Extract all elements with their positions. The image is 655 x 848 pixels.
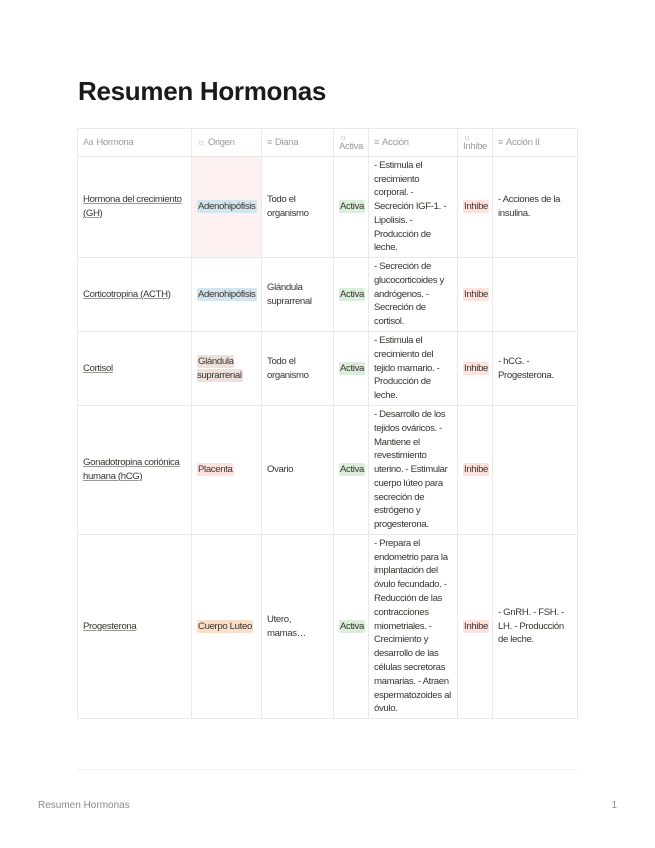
inhibe-cell[interactable] xyxy=(458,258,493,332)
select-type-icon: ☼ xyxy=(463,132,471,142)
column-header-hormona[interactable]: Aa Hormona xyxy=(78,129,192,157)
accion-ii-cell[interactable] xyxy=(493,406,578,535)
accion-cell[interactable]: - Prepara el endometrio para la implantación del óvulo fecundado. - Reducción de las contracciones miometriales. - Crecimiento y desarrollo de las células secretoras mamarias. - Atraen espermatozoides al óvulo. xyxy=(369,535,458,719)
activa-cell[interactable] xyxy=(334,258,369,332)
diana-cell[interactable]: Glándula suprarrenal xyxy=(262,258,334,332)
activa-tag: Activa xyxy=(340,201,365,213)
select-type-icon: ☼ xyxy=(339,132,347,142)
column-header-diana[interactable]: ≡ Diana xyxy=(262,129,334,157)
diana-cell[interactable]: Todo el organismo xyxy=(262,332,334,406)
table-row xyxy=(78,332,578,406)
accion-cell[interactable]: - Estimula el crecimiento corporal. - Secreción IGF-1. - Lipolisis. - Producción de leche. xyxy=(369,157,458,258)
inhibe-tag: Inhibe xyxy=(464,201,489,213)
footer-title: Resumen Hormonas xyxy=(38,800,130,811)
inhibe-cell[interactable] xyxy=(458,332,493,406)
hormona-link[interactable]: Cortisol xyxy=(83,362,113,374)
origen-tag: Glándula suprarrenal xyxy=(197,355,242,381)
select-type-icon: ☼ xyxy=(197,137,205,147)
table-row xyxy=(78,406,578,535)
table-row xyxy=(78,157,578,258)
accion-ii-cell[interactable]: - GnRH. - FSH. - LH. - Producción de leche. xyxy=(493,535,578,719)
accion-ii-cell[interactable]: - Acciones de la insulina. xyxy=(493,157,578,258)
hormones-table xyxy=(77,128,578,719)
page-title: Resumen Hormonas xyxy=(78,76,327,106)
origen-tag: Cuerpo Luteo xyxy=(198,620,252,632)
activa-cell[interactable] xyxy=(334,535,369,719)
column-header-accion-ii[interactable]: ≡ Acción II xyxy=(493,129,578,157)
hormona-link[interactable]: Corticotropina (ACTH) xyxy=(83,288,171,300)
hormona-cell[interactable] xyxy=(78,332,192,406)
inhibe-tag: Inhibe xyxy=(464,288,489,300)
diana-cell[interactable]: Todo el organismo xyxy=(262,157,334,258)
accion-ii-cell[interactable]: - hCG. - Progesterona. xyxy=(493,332,578,406)
inhibe-tag: Inhibe xyxy=(464,464,489,476)
accion-cell[interactable]: - Desarrollo de los tejidos ováricos. - Mantiene el revestimiento uterino. - Estimular cuerpo lúteo para secreción de estrógeno y progesterona. xyxy=(369,406,458,535)
origen-cell[interactable] xyxy=(192,535,262,719)
diana-cell[interactable]: Ovario xyxy=(262,406,334,535)
activa-tag: Activa xyxy=(340,620,365,632)
origen-tag: Placenta xyxy=(198,464,233,476)
accion-cell[interactable]: - Secreción de glucocorticoides y andrógenos. - Secreción de cortisol. xyxy=(369,258,458,332)
inhibe-tag: Inhibe xyxy=(464,620,489,632)
text-lines-icon: ≡ xyxy=(374,137,379,147)
hormona-cell[interactable] xyxy=(78,535,192,719)
table-row xyxy=(78,258,578,332)
inhibe-cell[interactable] xyxy=(458,535,493,719)
page-number: 1 xyxy=(611,800,617,811)
activa-tag: Activa xyxy=(340,362,365,374)
page-divider xyxy=(77,769,577,770)
activa-tag: Activa xyxy=(340,288,365,300)
column-header-origen[interactable]: ☼ Origen xyxy=(192,129,262,157)
inhibe-cell[interactable] xyxy=(458,157,493,258)
hormona-link[interactable]: Hormona del crecimiento (GH) xyxy=(83,194,182,219)
activa-cell[interactable] xyxy=(334,406,369,535)
accion-ii-cell[interactable] xyxy=(493,258,578,332)
text-lines-icon: ≡ xyxy=(267,137,272,147)
origen-cell[interactable] xyxy=(192,258,262,332)
table-row xyxy=(78,535,578,719)
hormona-cell[interactable] xyxy=(78,406,192,535)
text-type-icon: Aa xyxy=(83,137,94,147)
inhibe-tag: Inhibe xyxy=(464,362,489,374)
activa-cell[interactable] xyxy=(334,332,369,406)
accion-cell[interactable]: - Estimula el crecimiento del tejido mamario. - Producción de leche. xyxy=(369,332,458,406)
hormona-cell[interactable] xyxy=(78,258,192,332)
column-header-activa[interactable]: ☼ Activa xyxy=(334,129,369,157)
origen-cell[interactable] xyxy=(192,406,262,535)
hormona-link[interactable]: Gonadotropina coriónica humana (hCG) xyxy=(83,457,180,482)
hormona-cell[interactable] xyxy=(78,157,192,258)
text-lines-icon: ≡ xyxy=(498,137,503,147)
activa-tag: Activa xyxy=(340,464,365,476)
column-header-accion[interactable]: ≡ Acción xyxy=(369,129,458,157)
column-header-inhibe[interactable]: ☼ Inhibe xyxy=(458,129,493,157)
table-header-row xyxy=(78,129,578,157)
origen-cell[interactable] xyxy=(192,157,262,258)
diana-cell[interactable]: Utero, mamas… xyxy=(262,535,334,719)
inhibe-cell[interactable] xyxy=(458,406,493,535)
origen-cell[interactable] xyxy=(192,332,262,406)
activa-cell[interactable] xyxy=(334,157,369,258)
hormona-link[interactable]: Progesterona xyxy=(83,620,137,632)
origen-tag: Adenohipófisis xyxy=(198,288,256,300)
origen-tag: Adenohipófisis xyxy=(198,201,256,213)
